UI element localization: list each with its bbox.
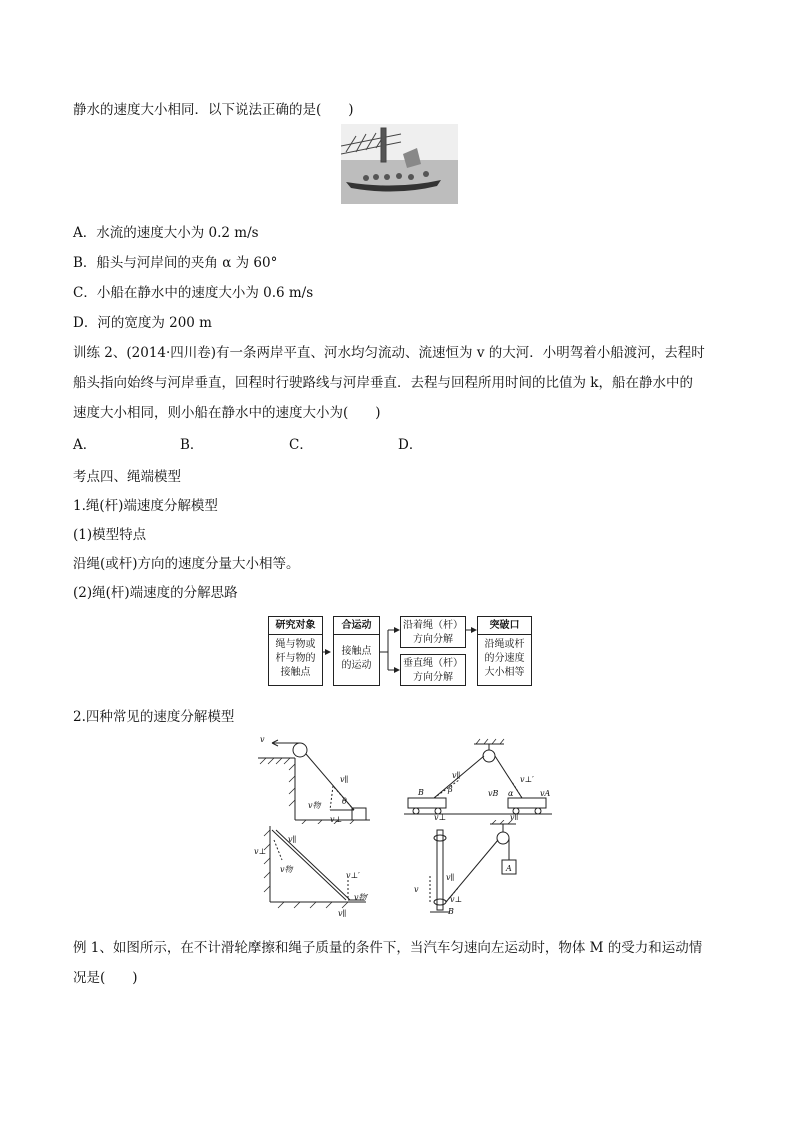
flow-box-title: 突破口 bbox=[478, 617, 531, 635]
choice-b: B． bbox=[180, 437, 204, 453]
flow-box-text bbox=[401, 655, 465, 685]
exercise-2-line3: 速度大小相同，则小船在静水中的速度大小为( ) bbox=[73, 405, 381, 421]
figure-pulley-ledge bbox=[258, 734, 373, 824]
label-v-b: vB bbox=[488, 789, 499, 798]
label-v: v bbox=[414, 885, 419, 894]
flow-text-line: 的分速度 bbox=[484, 653, 525, 664]
option-c: C．小船在静水中的速度大小为 0.6 m/s bbox=[73, 285, 314, 301]
label-v-perp: v⊥ bbox=[330, 815, 343, 824]
label-v-perp: v⊥ bbox=[450, 895, 463, 904]
flow-text-line: 接触点 bbox=[341, 646, 372, 657]
flow-box-text bbox=[478, 635, 531, 680]
flow-box-resultant-motion bbox=[333, 616, 380, 686]
flow-box-along-rope bbox=[400, 616, 466, 648]
section-heading: 考点四、绳端模型 bbox=[73, 469, 181, 485]
question-stem-end: 静水的速度大小相同．以下说法正确的是( ) bbox=[73, 102, 354, 118]
flow-box-research-object bbox=[268, 616, 323, 686]
option-a: A．水流的速度大小为 0.2 m/s bbox=[73, 225, 259, 241]
label-v-parallel-2: v∥ bbox=[510, 813, 519, 820]
choice-c: C． bbox=[289, 437, 313, 453]
label-theta: θ bbox=[342, 797, 347, 806]
label-b: B bbox=[448, 907, 454, 916]
label-v-parallel: v∥ bbox=[288, 835, 297, 844]
label-b: B bbox=[418, 788, 424, 797]
flow-text-line: 沿绳或杆 bbox=[484, 639, 525, 650]
flow-box-text bbox=[401, 617, 465, 647]
label-v-object: v物 bbox=[308, 801, 321, 810]
label-v: v bbox=[260, 735, 265, 744]
label-v-parallel: v∥ bbox=[452, 771, 461, 780]
flow-text-line: 绳与物或 bbox=[275, 639, 316, 650]
label-v-perp-prime: v⊥′ bbox=[520, 775, 534, 784]
choice-a: A． bbox=[73, 437, 97, 453]
exercise-2-choices bbox=[73, 436, 422, 454]
subsection-1a: (1)模型特点 bbox=[73, 527, 147, 543]
label-v-a: vA bbox=[540, 789, 551, 798]
label-v-parallel: v∥ bbox=[340, 775, 349, 784]
label-alpha: α bbox=[508, 789, 514, 798]
flow-text-line: 的运动 bbox=[341, 660, 372, 671]
flow-box-breakthrough bbox=[477, 616, 532, 686]
subsection-2: 2.四种常见的速度分解模型 bbox=[73, 709, 235, 725]
option-b: B．船头与河岸间的夹角 α 为 60° bbox=[73, 255, 278, 271]
subsection-1: 1.绳(杆)端速度分解模型 bbox=[73, 498, 218, 514]
label-v-object-prime: v物′ bbox=[354, 893, 369, 902]
example-1-line2: 况是( ) bbox=[73, 970, 138, 986]
label-v-perp-prime: v⊥′ bbox=[346, 871, 360, 880]
flow-text-line: 杆与物的 bbox=[275, 653, 316, 664]
flow-box-text bbox=[334, 635, 379, 673]
exercise-2-line1: 训练 2、(2014·四川卷)有一条两岸平直、河水均匀流动、流速恒为 v 的大河．小明驾着小船渡河，去程时 bbox=[73, 345, 705, 361]
flow-box-title: 合运动 bbox=[334, 617, 379, 635]
label-a: A bbox=[506, 864, 512, 873]
flow-box-title: 研究对象 bbox=[269, 617, 322, 635]
flow-text-line: 方向分解 bbox=[413, 634, 453, 645]
flow-text-line: 大小相等 bbox=[484, 667, 525, 678]
label-v-perp: v⊥ bbox=[254, 847, 267, 856]
option-d: D．河的宽度为 200 m bbox=[73, 315, 212, 331]
flow-box-text bbox=[269, 635, 322, 680]
flow-text-line: 垂直绳（杆） bbox=[403, 658, 463, 669]
example-1-line1: 例 1、如图所示，在不计滑轮摩擦和绳子质量的条件下，当汽车匀速向左运动时，物体 M 的受力和运动情 bbox=[73, 940, 703, 956]
label-v-parallel-2: v∥ bbox=[338, 909, 347, 918]
figure-sliding-rod bbox=[254, 820, 369, 918]
boat-photo bbox=[341, 124, 458, 204]
subsection-1c: (2)绳(杆)端速度的分解思路 bbox=[73, 585, 238, 601]
label-v-perp: v⊥ bbox=[434, 813, 447, 820]
label-v-object: v物 bbox=[280, 865, 293, 874]
subsection-1b: 沿绳(或杆)方向的速度分量大小相等。 bbox=[73, 556, 300, 572]
flow-text-line: 方向分解 bbox=[413, 672, 453, 683]
label-v-parallel: v∥ bbox=[446, 873, 455, 882]
flow-text-line: 接触点 bbox=[280, 667, 311, 678]
figure-pole-ring bbox=[410, 820, 530, 920]
exercise-2-line2: 船头指向始终与河岸垂直，回程时行驶路线与河岸垂直．去程与回程所用时间的比值为 k，船在静水中的 bbox=[73, 375, 693, 391]
figure-two-carts bbox=[404, 738, 554, 820]
label-beta: β bbox=[448, 785, 453, 794]
choice-d: D． bbox=[398, 437, 423, 453]
flow-text-line: 沿着绳（杆） bbox=[403, 620, 463, 631]
flow-box-perpendicular-rope bbox=[400, 654, 466, 686]
